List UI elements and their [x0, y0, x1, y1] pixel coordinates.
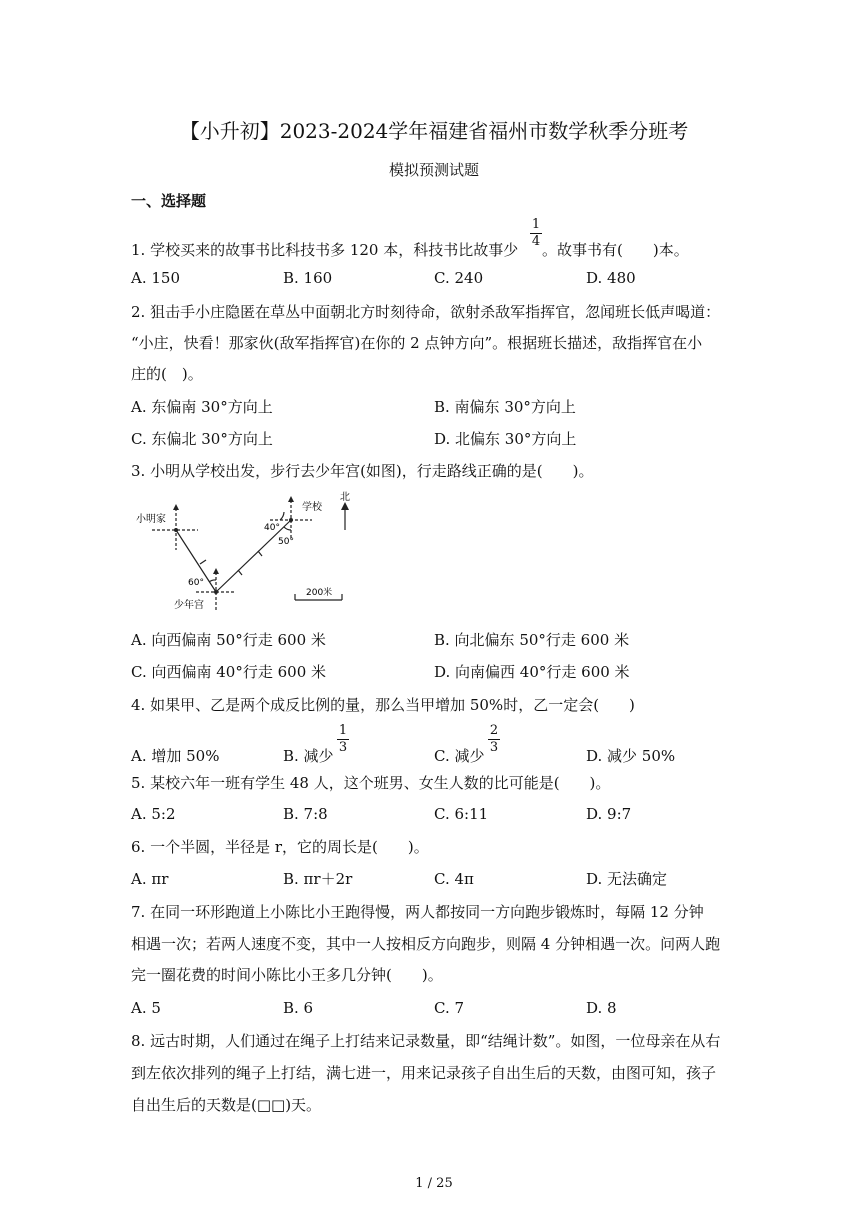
q4-b-den: 3: [338, 740, 348, 755]
q4-b-num: 1: [338, 723, 348, 738]
q7-line3: 完一圈花费的时间小陈比小王多几分钟( )。: [131, 966, 443, 984]
q4-option-c: C. 减少: [434, 747, 485, 765]
q2-line3: 庄的( )。: [131, 365, 203, 383]
q2-option-b: B. 南偏东 30°方向上: [434, 398, 576, 416]
q6-option-d: D. 无法确定: [586, 870, 668, 888]
q1-frac-num: 1: [531, 217, 541, 232]
q5-option-c: C. 6:11: [434, 805, 489, 823]
q6-option-c: C. 4π: [434, 870, 474, 888]
q3-label-palace: 少年宫: [174, 600, 204, 611]
q1-stem-b: 。故事书有( )本。: [542, 241, 689, 259]
q2-option-d: D. 北偏东 30°方向上: [434, 430, 577, 448]
q7-line1: 7. 在同一环形跑道上小陈比小王跑得慢，两人都按同一方向跑步锻炼时，每隔 12 分钟: [131, 903, 704, 921]
page-number: 1 / 25: [415, 1176, 453, 1191]
q1-stem-a: 1. 学校买来的故事书比科技书多 120 本，科技书比故事少: [131, 241, 519, 259]
q3-label-scale: 200米: [306, 588, 333, 598]
section-heading: 一、选择题: [131, 192, 207, 210]
q3-option-a: A. 向西偏南 50°行走 600 米: [131, 631, 326, 649]
q7-line2: 相遇一次；若两人速度不变，其中一人按相反方向跑步，则隔 4 分钟相遇一次。问两人跑: [131, 935, 721, 953]
q6-stem: 6. 一个半圆，半径是 r，它的周长是( )。: [131, 838, 429, 856]
q1-fraction: [530, 218, 542, 249]
q6-option-b: B. πr＋2r: [283, 870, 353, 888]
q3-stem: 3. 小明从学校出发，步行去少年宫(如图)，行走路线正确的是( )。: [131, 462, 594, 480]
q3-option-d: D. 向南偏西 40°行走 600 米: [434, 663, 630, 681]
q8-line3: 自出生后的天数是(□□)天。: [131, 1096, 322, 1114]
q3-label-north: 北: [340, 492, 350, 503]
q5-stem: 5. 某校六年一班有学生 48 人，这个班男、女生人数的比可能是( )。: [131, 774, 611, 792]
q3-label-angle-60: 60°: [188, 578, 204, 588]
q3-label-school: 学校: [302, 502, 322, 513]
q2-option-a: A. 东偏南 30°方向上: [131, 398, 273, 416]
q1-option-a: A. 150: [131, 269, 180, 287]
page-subtitle: 模拟预测试题: [388, 161, 479, 179]
q5-option-a: A. 5:2: [131, 805, 176, 823]
q8-line1: 8. 远古时期，人们通过在绳子上打结来记录数量，即“结绳计数”。如图，一位母亲在从右: [131, 1032, 721, 1050]
q4-c-fraction: [488, 724, 500, 755]
q3-label-angle-40: 40°: [264, 523, 280, 533]
q2-option-c: C. 东偏北 30°方向上: [131, 430, 273, 448]
q3-label-angle-50: 50°: [278, 537, 294, 547]
q4-option-d: D. 减少 50%: [586, 747, 676, 765]
q1-option-b: B. 160: [283, 269, 333, 287]
q1-option-c: C. 240: [434, 269, 484, 287]
q3-option-c: C. 向西偏南 40°行走 600 米: [131, 663, 327, 681]
q4-option-b: B. 减少: [283, 747, 334, 765]
q1-option-d: D. 480: [586, 269, 636, 287]
q3-label-home: 小明家: [136, 514, 166, 525]
q3-option-b: B. 向北偏东 50°行走 600 米: [434, 631, 630, 649]
q7-option-a: A. 5: [131, 999, 161, 1017]
page-title: 【小升初】2023-2024学年福建省福州市数学秋季分班考: [179, 119, 689, 143]
q4-b-fraction: [337, 724, 349, 755]
q3-route-figure: [130, 488, 370, 618]
q4-option-a: A. 增加 50%: [131, 747, 220, 765]
q5-option-b: B. 7:8: [283, 805, 328, 823]
q4-c-den: 3: [489, 740, 499, 755]
q2-line2: “小庄，快看！那家伙(敌军指挥官)在你的 2 点钟方向”。根据班长描述，敌指挥官在小: [131, 334, 703, 352]
q7-option-c: C. 7: [434, 999, 465, 1017]
q4-stem: 4. 如果甲、乙是两个成反比例的量，那么当甲增加 50%时，乙一定会( ): [131, 696, 635, 714]
q6-option-a: A. πr: [131, 870, 169, 888]
q5-option-d: D. 9:7: [586, 805, 632, 823]
q7-option-d: D. 8: [586, 999, 617, 1017]
q7-option-b: B. 6: [283, 999, 314, 1017]
q2-line1: 2. 狙击手小庄隐匿在草丛中面朝北方时刻待命，欲射杀敌军指挥官，忽闻班长低声喝道：: [131, 303, 721, 321]
q8-line2: 到左依次排列的绳子上打结，满七进一，用来记录孩子自出生后的天数，由图可知，孩子: [131, 1064, 717, 1082]
q4-c-num: 2: [489, 723, 499, 738]
q1-frac-den: 4: [531, 234, 541, 249]
